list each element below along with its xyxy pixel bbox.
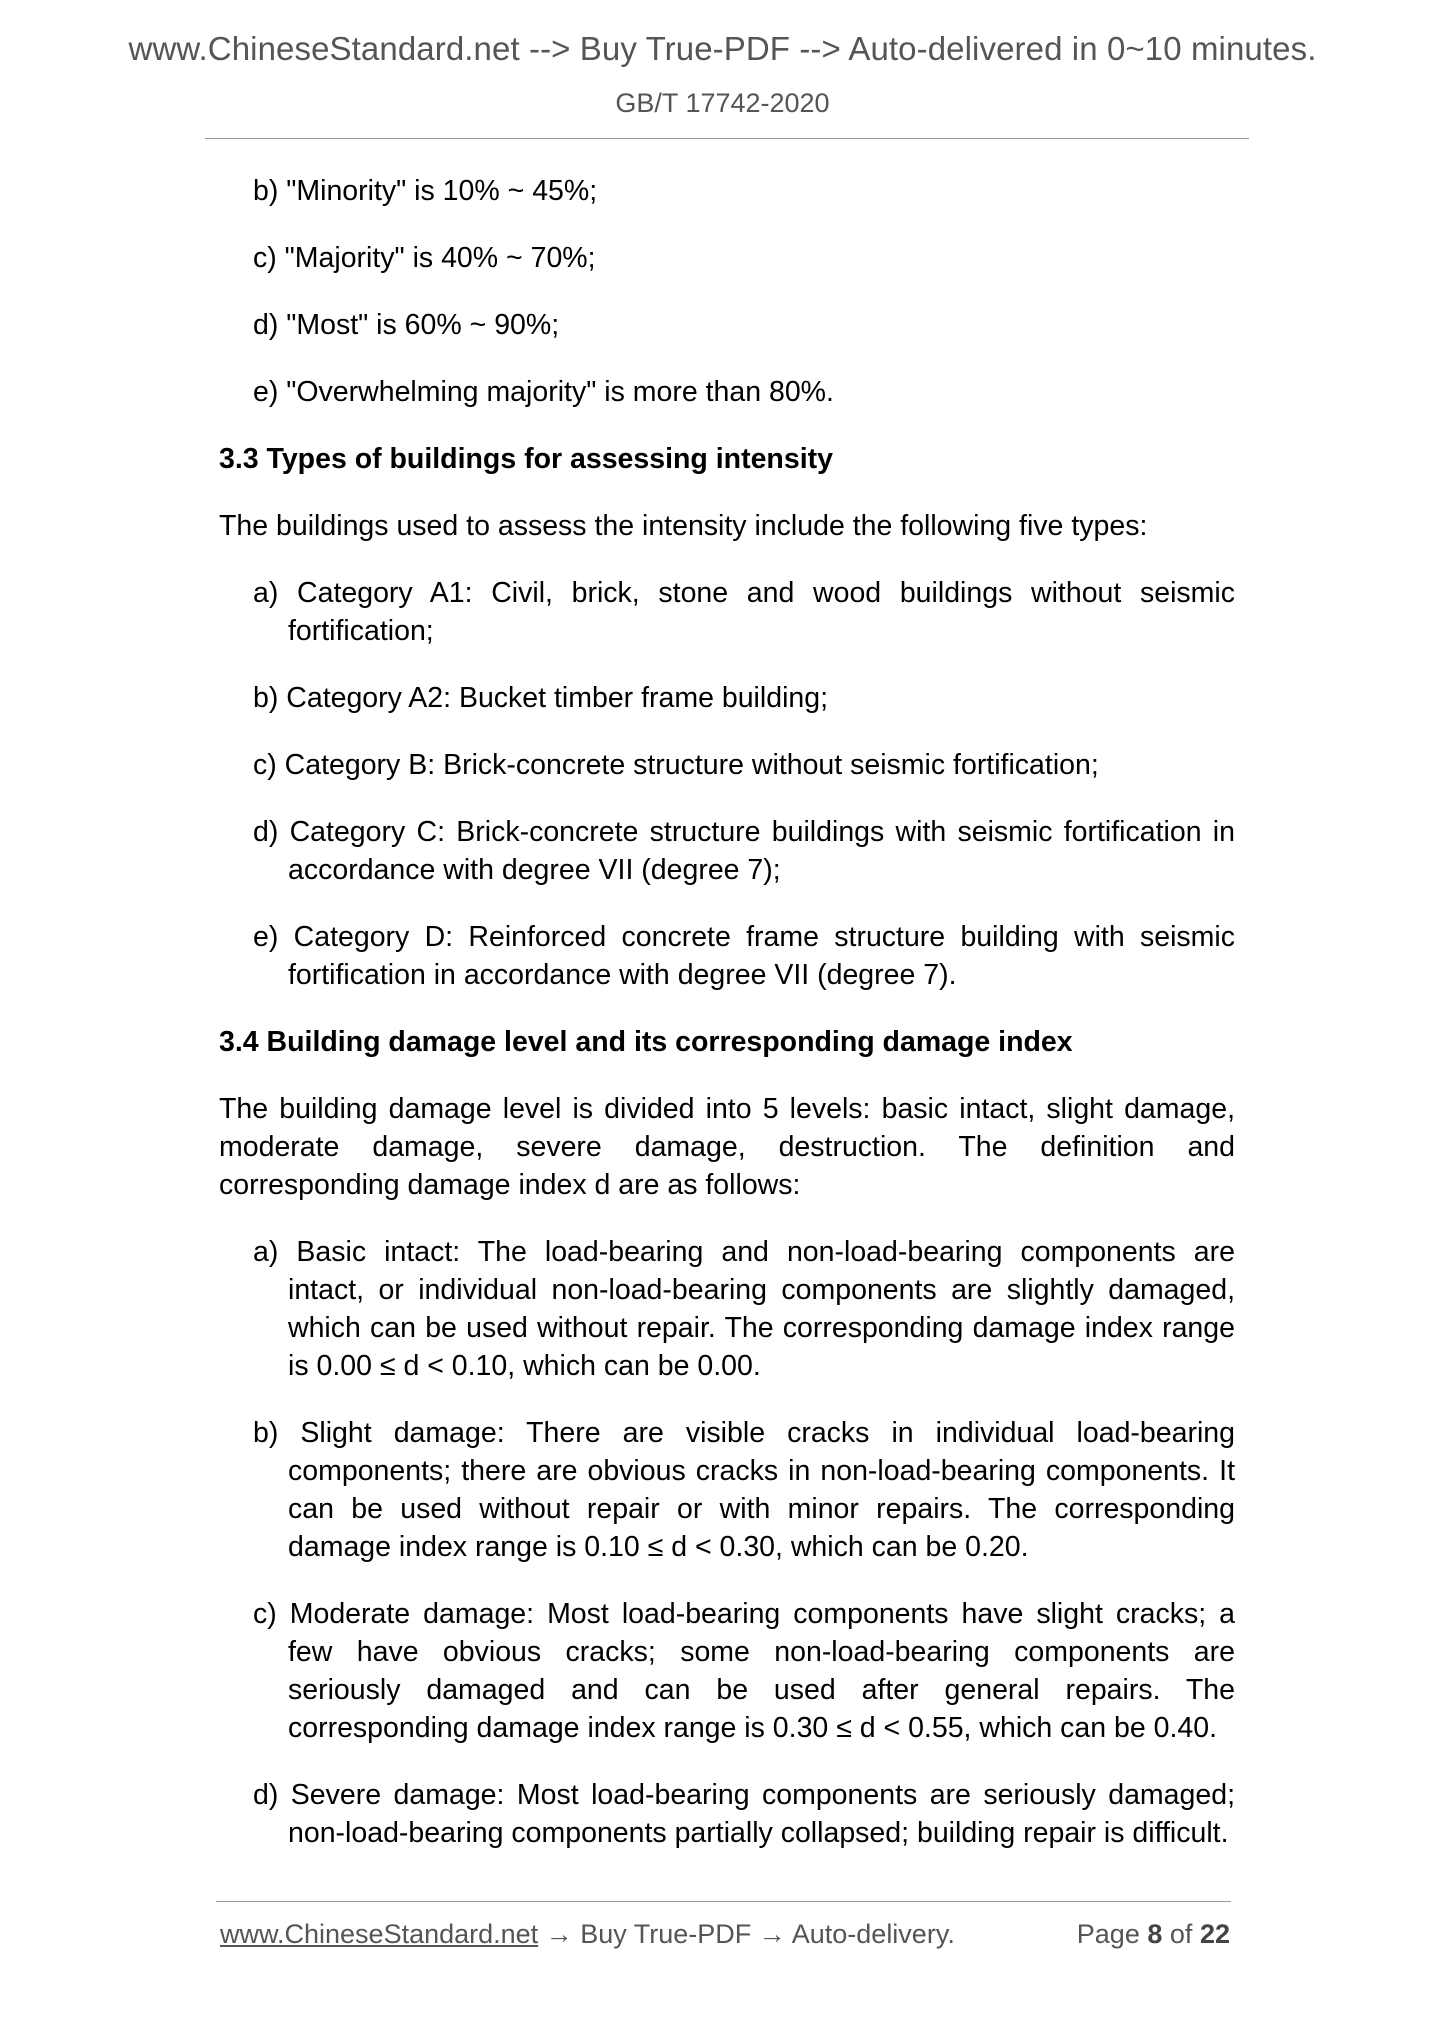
page-total: 22 — [1199, 1919, 1230, 1949]
list-item: e) "Overwhelming majority" is more than 80%. — [253, 376, 834, 408]
standard-code: GB/T 17742-2020 — [615, 88, 830, 118]
list-item: c) "Majority" is 40% ~ 70%; — [253, 242, 596, 274]
list-item: d) Category C: Brick-concrete structure buildings with seismic fortification in accordance with degree VII (degree 7); — [253, 816, 1235, 886]
list-item: d) Severe damage: Most load-bearing components are seriously damaged; non-load-bearing components partially collapsed; building repair is difficult. — [253, 1779, 1235, 1849]
footer-divider — [216, 1901, 1231, 1902]
list-item: a) Category A1: Civil, brick, stone and wood buildings without seismic fortification; — [253, 577, 1235, 647]
page-indicator — [1077, 1919, 1230, 1950]
section-intro-3-3: The buildings used to assess the intensity include the following five types: — [219, 510, 1148, 542]
list-item: d) "Most" is 60% ~ 90%; — [253, 309, 560, 341]
list-item: b) Slight damage: There are visible cracks in individual load-bearing components; there are obvious cracks in non-load-bearing components. It can be used without repair or with minor repairs. The corresponding damage index range is 0.10 ≤ d < 0.30, which can be 0.20. — [253, 1417, 1235, 1563]
list-item: b) Category A2: Bucket timber frame building; — [253, 682, 829, 714]
list-item: a) Basic intact: The load-bearing and non-load-bearing components are intact, or individual non-load-bearing components are slightly damaged, which can be used without repair. The corresponding damage index range is 0.00 ≤ d < 0.10, which can be 0.00. — [253, 1236, 1235, 1382]
section-intro-3-4: The building damage level is divided into 5 levels: basic intact, slight damage, moderate damage, severe damage, destruction. The definition and corresponding damage index d are as follows: — [219, 1093, 1235, 1201]
of-label: of — [1169, 1919, 1193, 1949]
list-item: c) Moderate damage: Most load-bearing components have slight cracks; a few have obvious cracks; some non-load-bearing components are seriously damaged and can be used after general repairs. The corresponding damage index range is 0.30 ≤ d < 0.55, which can be 0.40. — [253, 1598, 1235, 1744]
document-body — [219, 172, 1235, 1881]
section-heading-3-3: 3.3 Types of buildings for assessing intensity — [219, 443, 833, 475]
header-divider — [205, 138, 1249, 139]
page-label: Page — [1076, 1919, 1140, 1949]
list-item: c) Category B: Brick-concrete structure without seismic fortification; — [253, 749, 1099, 781]
page-number: 8 — [1147, 1919, 1163, 1949]
footer-tagline: → Buy True-PDF → Auto-delivery. — [538, 1919, 955, 1949]
section-heading-3-4: 3.4 Building damage level and its corresponding damage index — [219, 1026, 1073, 1058]
list-item: e) Category D: Reinforced concrete frame structure building with seismic fortification in accordance with degree VII (degree 7). — [253, 921, 1235, 991]
list-item: b) "Minority" is 10% ~ 45%; — [253, 175, 598, 207]
footer-link-group — [220, 1919, 955, 1950]
site-link[interactable]: www.ChineseStandard.net — [220, 1919, 539, 1949]
site-banner: www.ChineseStandard.net --> Buy True-PDF --> Auto-delivered in 0~10 minutes. — [128, 30, 1317, 67]
